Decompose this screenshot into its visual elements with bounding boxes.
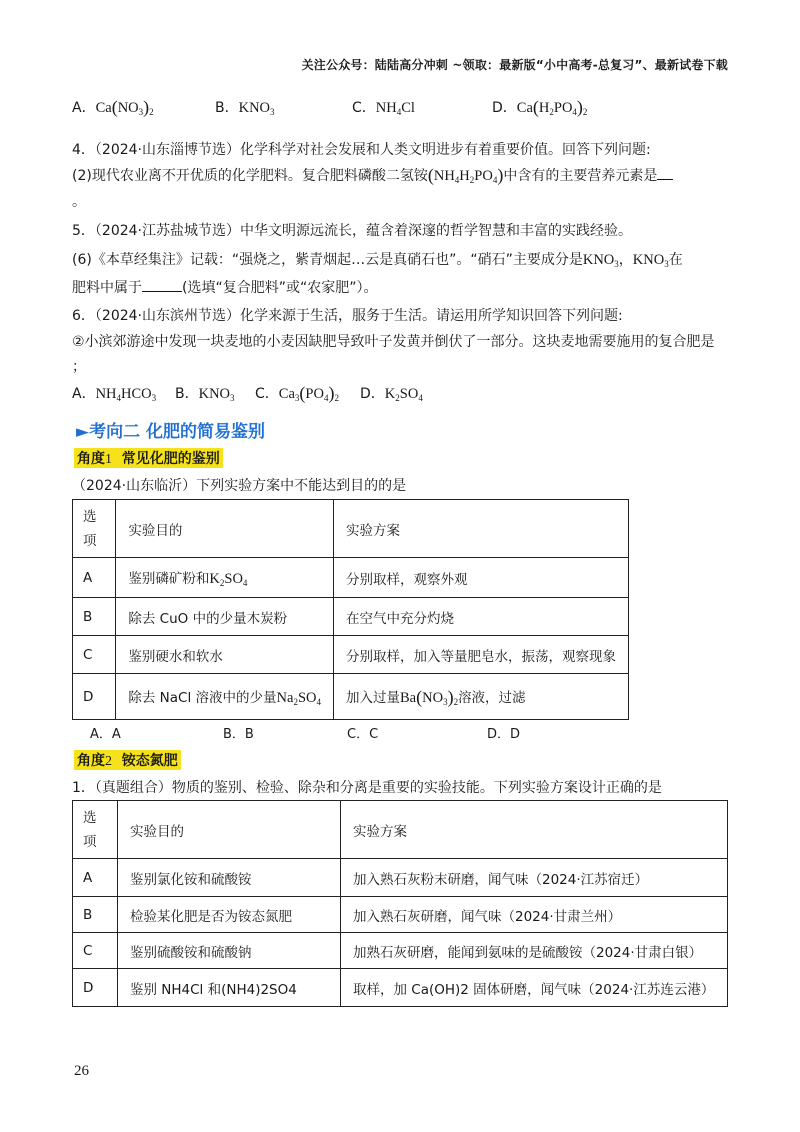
header-option: 选项: [73, 500, 116, 558]
q3-options: [72, 97, 587, 118]
formula-ba-no3-2: $Ba(NO_3)_2$: [400, 686, 459, 707]
table2-question: 1．（真题组合）物质的鉴别、检验、除杂和分离是重要的实验技能。下列实验方案设计正确的是: [72, 780, 662, 796]
q6-option-a: A．$NH_4HCO_3$: [72, 386, 157, 403]
table-row: B 除去 CuO 中的少量木炭粉 在空气中充分灼烧: [73, 598, 629, 636]
answer-blank: [657, 167, 673, 180]
q4-end: 。: [72, 194, 86, 210]
q6-option-b: B．$KNO_3$: [175, 386, 235, 403]
table-row: A 鉴别磷矿粉和$K_2SO_4$ 分别取样，观察外观: [73, 558, 629, 598]
formula-nh4h2po4: $(NH_4H_2PO_4)$: [427, 165, 504, 185]
formula-ca-no3-2: $Ca(NO_3)_2$: [95, 97, 154, 117]
formula-k2so4: $K_2SO_4$: [384, 386, 423, 403]
formula-kno3: $KNO_3$: [238, 100, 275, 117]
header-plan: 实验方案: [334, 500, 629, 558]
q5-stem: 5．（2024·江苏盐城节选）中华文明源远流长，蕴含着深邃的哲学智慧和丰富的实践经验。: [72, 223, 632, 239]
table-row: C 鉴别硫酸铵和硫酸钠 加熟石灰研磨，能闻到氨味的是硫酸铵（2024·甘肃白银）: [73, 933, 728, 969]
table-row: D 鉴别 NH4Cl 和(NH4)2SO4 取样，加 Ca(OH)2 固体研磨，闻气味（2024·江苏连云港）: [73, 969, 728, 1007]
formula-kno3: $KNO_3$: [198, 386, 235, 403]
table-row: A 鉴别氯化铵和硫酸铵 加入熟石灰粉末研磨，闻气味（2024·江苏宿迁）: [73, 859, 728, 897]
table-row: C 鉴别硬水和软水 分别取样，加入等量肥皂水，振荡，观察现象: [73, 636, 629, 674]
q6-semicolon: ；: [72, 359, 86, 375]
angle-1-heading: 角度1 常见化肥的鉴别: [74, 448, 223, 468]
table1-answers: A．A B．B C．C D．D: [90, 727, 521, 742]
q6-options: [72, 383, 423, 404]
q3-option-d: D．$Ca(H_2PO_4)_2$: [492, 97, 588, 117]
q4-stem: 4．（2024·山东淄博节选）化学科学对社会发展和人类文明进步有着重要价值。回答下列问题:: [72, 142, 651, 158]
header-purpose: 实验目的: [116, 500, 334, 558]
table-row: B 检验某化肥是否为铵态氮肥 加入熟石灰研磨，闻气味（2024·甘肃兰州）: [73, 897, 728, 933]
table-2: [72, 800, 728, 1007]
table-1: [72, 499, 629, 720]
header-plan: 实验方案: [341, 801, 728, 859]
section-title: ►考向二 化肥的简易鉴别: [76, 422, 265, 442]
page-number: 26: [74, 1063, 89, 1079]
table-header-row: [73, 500, 629, 558]
formula-kno3: $KNO_3$: [632, 252, 669, 269]
formula-nh4hco3: $NH_4HCO_3$: [95, 386, 157, 403]
q4-sub: (2)现代农业离不开优质的化学肥料。复合肥料磷酸二氢铵$(NH_4H_2PO_4)$中含有的主要营养元素是: [72, 165, 673, 186]
q6-sub: ②小滨郊游途中发现一块麦地的小麦因缺肥导致叶子发黄并倒伏了一部分。这块麦地需要施用的复合肥是: [72, 334, 715, 350]
q3-option-c: C．$NH_4Cl$: [352, 100, 415, 117]
q6-stem: 6．（2024·山东滨州节选）化学来源于生活，服务于生活。请运用所学知识回答下列问题:: [72, 308, 623, 324]
answer-blank: [142, 279, 182, 292]
q3-option-a: A．$Ca(NO_3)_2$: [72, 97, 154, 117]
table-row: D 除去 NaCl 溶液中的少量$Na_2SO_4$ 加入过量$Ba(NO_3)_2$溶液，过滤: [73, 674, 629, 720]
q3-option-b: B．$KNO_3$: [215, 100, 275, 117]
q5-line2: 肥料中属于 (选填“复合肥料”或“农家肥”）。: [72, 280, 378, 296]
q5-sub: (6)《本草经集注》记载：“强烧之，紫青烟起…云是真硝石也”。“硝石”主要成分是$KNO_3$，$KNO_3$在: [72, 252, 683, 269]
formula-k2so4: $K_2SO_4$: [209, 571, 248, 588]
angle-2-heading: 角度2 铵态氮肥: [74, 750, 181, 770]
formula-na2so4: $Na_2SO_4$: [276, 690, 321, 707]
formula-ca-h2po4-2: $Ca(H_2PO_4)_2$: [516, 97, 588, 117]
formula-ca3-po4-2: $Ca_3(PO_4)_2$: [278, 383, 339, 403]
table1-question: （2024·山东临沂）下列实验方案中不能达到目的的是: [72, 478, 407, 494]
table-header-row: [73, 801, 728, 859]
page-header: 关注公众号：陆陆高分冲刺 ~领取：最新版“小中高考-总复习”、最新试卷下载: [301, 58, 728, 72]
q6-option-d: D．$K_2SO_4$: [360, 386, 423, 403]
formula-nh4cl: $NH_4Cl$: [375, 100, 415, 117]
formula-kno3: $KNO_3$: [582, 252, 619, 269]
q6-option-c: C．$Ca_3(PO_4)_2$: [255, 383, 339, 403]
header-purpose: 实验目的: [118, 801, 341, 859]
header-option: 选项: [73, 801, 118, 859]
